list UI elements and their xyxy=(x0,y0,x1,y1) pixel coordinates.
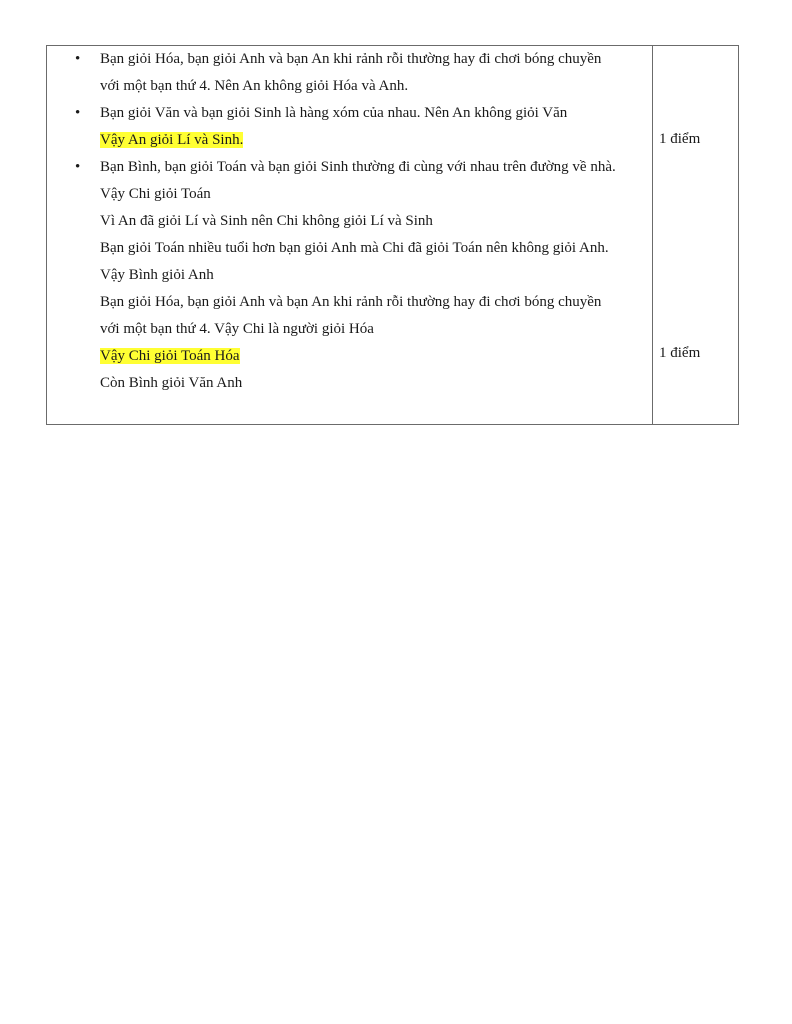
solution-line: Còn Bình giỏi Văn Anh xyxy=(100,375,243,391)
bullet-marker: • xyxy=(75,159,81,175)
highlight-text: Vậy Chi giỏi Toán Hóa xyxy=(100,348,240,364)
bullet-marker: • xyxy=(75,105,81,121)
highlighted-conclusion xyxy=(100,346,240,366)
solution-line: Bạn giỏi Hóa, bạn giỏi Anh và bạn An khi rảnh rỗi thường hay đi chơi bóng chuyền xyxy=(100,294,602,310)
solution-line: Bạn giỏi Văn và bạn giỏi Sinh là hàng xóm của nhau. Nên An không giỏi Văn xyxy=(100,105,568,121)
solution-line: với một bạn thứ 4. Nên An không giỏi Hóa và Anh. xyxy=(100,78,409,94)
solution-line: Vậy Chi giỏi Toán xyxy=(100,186,211,202)
solution-line: Bạn giỏi Toán nhiều tuổi hơn bạn giỏi Anh mà Chi đã giỏi Toán nên không giỏi Anh. xyxy=(100,240,609,256)
highlight-text: Vậy An giỏi Lí và Sinh. xyxy=(100,132,244,148)
solution-line: Bạn giỏi Hóa, bạn giỏi Anh và bạn An khi rảnh rỗi thường hay đi chơi bóng chuyền xyxy=(100,51,602,67)
bullet-marker: • xyxy=(75,51,81,67)
solution-line: với một bạn thứ 4. Vậy Chi là người giỏi Hóa xyxy=(100,321,374,337)
score-label: 1 điểm xyxy=(659,345,701,361)
solution-line: Vì An đã giỏi Lí và Sinh nên Chi không giỏi Lí và Sinh xyxy=(100,213,433,229)
highlighted-conclusion xyxy=(100,130,243,150)
solution-line: Vậy Bình giỏi Anh xyxy=(100,267,214,283)
column-divider xyxy=(652,46,653,424)
answer-table xyxy=(46,45,739,425)
score-label: 1 điểm xyxy=(659,131,701,147)
solution-line: Bạn Bình, bạn giỏi Toán và bạn giỏi Sinh thường đi cùng với nhau trên đường về nhà. xyxy=(100,159,616,175)
